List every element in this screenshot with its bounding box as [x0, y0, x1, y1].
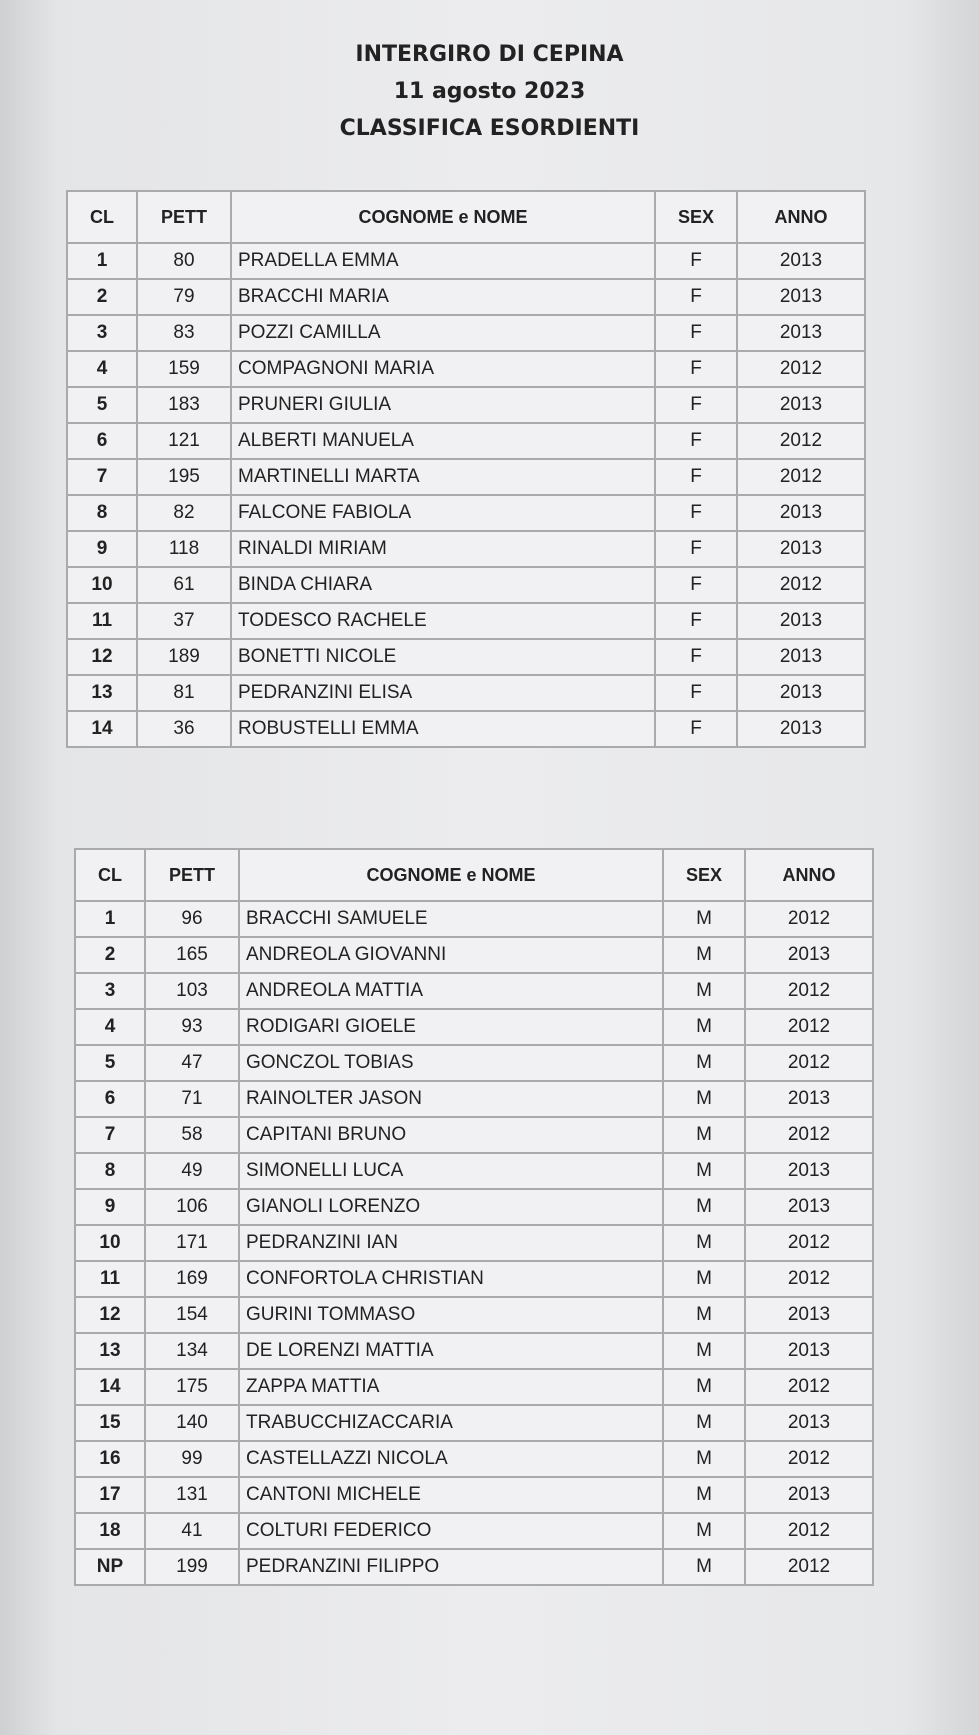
- cell-name: FALCONE FABIOLA: [231, 495, 655, 531]
- table-row: [67, 387, 865, 423]
- cell-name: PEDRANZINI ELISA: [231, 675, 655, 711]
- table-row: [75, 1333, 873, 1369]
- cell-bib: 118: [137, 531, 231, 567]
- cell-rank: 6: [75, 1081, 145, 1117]
- cell-rank: 16: [75, 1441, 145, 1477]
- cell-bib: 169: [145, 1261, 239, 1297]
- event-date: 11 agosto 2023: [393, 79, 586, 104]
- cell-sex: F: [655, 531, 737, 567]
- cell-name: ALBERTI MANUELA: [231, 423, 655, 459]
- cell-year: 2012: [745, 1045, 873, 1081]
- cell-name: PEDRANZINI IAN: [239, 1225, 663, 1261]
- cell-name: CANTONI MICHELE: [239, 1477, 663, 1513]
- column-header-name: COGNOME e NOME: [239, 849, 663, 901]
- table-row: [67, 603, 865, 639]
- female-results-table: [66, 190, 866, 748]
- cell-sex: M: [663, 1441, 745, 1477]
- table-row: [75, 1189, 873, 1225]
- cell-year: 2013: [745, 1189, 873, 1225]
- cell-name: RINALDI MIRIAM: [231, 531, 655, 567]
- cell-sex: F: [655, 315, 737, 351]
- cell-name: ANDREOLA GIOVANNI: [239, 937, 663, 973]
- cell-bib: 36: [137, 711, 231, 747]
- cell-bib: 121: [137, 423, 231, 459]
- column-header-sex: SEX: [663, 849, 745, 901]
- cell-name: ANDREOLA MATTIA: [239, 973, 663, 1009]
- event-title: INTERGIRO DI CEPINA: [355, 42, 624, 67]
- column-header-sex: SEX: [655, 191, 737, 243]
- cell-bib: 93: [145, 1009, 239, 1045]
- table-row: [75, 937, 873, 973]
- cell-name: GIANOLI LORENZO: [239, 1189, 663, 1225]
- table-row: [75, 1081, 873, 1117]
- cell-name: TODESCO RACHELE: [231, 603, 655, 639]
- cell-year: 2012: [745, 1225, 873, 1261]
- cell-rank: 7: [67, 459, 137, 495]
- cell-year: 2012: [745, 1549, 873, 1585]
- table-row: [75, 1297, 873, 1333]
- cell-name: POZZI CAMILLA: [231, 315, 655, 351]
- cell-sex: M: [663, 973, 745, 1009]
- cell-year: 2012: [737, 459, 865, 495]
- cell-name: PRADELLA EMMA: [231, 243, 655, 279]
- cell-rank: 18: [75, 1513, 145, 1549]
- cell-rank: 12: [67, 639, 137, 675]
- table-row: [75, 1261, 873, 1297]
- cell-sex: M: [663, 1297, 745, 1333]
- cell-rank: 4: [75, 1009, 145, 1045]
- cell-name: ZAPPA MATTIA: [239, 1369, 663, 1405]
- cell-rank: 7: [75, 1117, 145, 1153]
- column-header-cl: CL: [67, 191, 137, 243]
- cell-year: 2012: [745, 1117, 873, 1153]
- table-row: [67, 351, 865, 387]
- cell-bib: 154: [145, 1297, 239, 1333]
- cell-sex: M: [663, 1189, 745, 1225]
- cell-rank: 14: [67, 711, 137, 747]
- cell-bib: 171: [145, 1225, 239, 1261]
- cell-rank: 14: [75, 1369, 145, 1405]
- cell-rank: 2: [75, 937, 145, 973]
- cell-sex: F: [655, 495, 737, 531]
- table-row: [75, 1405, 873, 1441]
- table-row: [75, 1441, 873, 1477]
- cell-name: DE LORENZI MATTIA: [239, 1333, 663, 1369]
- cell-name: GURINI TOMMASO: [239, 1297, 663, 1333]
- table-row: [67, 495, 865, 531]
- cell-name: TRABUCCHIZACCARIA: [239, 1405, 663, 1441]
- cell-sex: F: [655, 351, 737, 387]
- cell-name: BRACCHI MARIA: [231, 279, 655, 315]
- cell-bib: 96: [145, 901, 239, 937]
- cell-name: MARTINELLI MARTA: [231, 459, 655, 495]
- cell-year: 2013: [737, 387, 865, 423]
- cell-name: COLTURI FEDERICO: [239, 1513, 663, 1549]
- cell-year: 2012: [737, 567, 865, 603]
- cell-name: SIMONELLI LUCA: [239, 1153, 663, 1189]
- cell-bib: 159: [137, 351, 231, 387]
- document-heading: [0, 36, 979, 147]
- table-row: [75, 1117, 873, 1153]
- cell-name: CONFORTOLA CHRISTIAN: [239, 1261, 663, 1297]
- cell-rank: 8: [75, 1153, 145, 1189]
- cell-name: PRUNERI GIULIA: [231, 387, 655, 423]
- cell-bib: 165: [145, 937, 239, 973]
- cell-sex: F: [655, 567, 737, 603]
- cell-rank: 2: [67, 279, 137, 315]
- cell-bib: 189: [137, 639, 231, 675]
- table-row: [75, 1549, 873, 1585]
- cell-rank: 9: [67, 531, 137, 567]
- cell-sex: F: [655, 711, 737, 747]
- cell-year: 2013: [745, 1081, 873, 1117]
- cell-sex: F: [655, 675, 737, 711]
- cell-year: 2013: [737, 711, 865, 747]
- cell-sex: F: [655, 603, 737, 639]
- cell-name: BRACCHI SAMUELE: [239, 901, 663, 937]
- cell-name: CASTELLAZZI NICOLA: [239, 1441, 663, 1477]
- cell-bib: 47: [145, 1045, 239, 1081]
- cell-name: BONETTI NICOLE: [231, 639, 655, 675]
- table-header-row: [75, 849, 873, 901]
- cell-sex: M: [663, 1369, 745, 1405]
- column-header-name: COGNOME e NOME: [231, 191, 655, 243]
- table-row: [75, 1045, 873, 1081]
- cell-bib: 195: [137, 459, 231, 495]
- cell-year: 2013: [737, 639, 865, 675]
- cell-bib: 79: [137, 279, 231, 315]
- table-row: [67, 531, 865, 567]
- cell-year: 2013: [745, 1297, 873, 1333]
- table-row: [67, 423, 865, 459]
- cell-rank: 5: [75, 1045, 145, 1081]
- table-header-row: [67, 191, 865, 243]
- table-row: [67, 675, 865, 711]
- cell-year: 2013: [737, 603, 865, 639]
- table-row: [75, 1009, 873, 1045]
- classification-title: CLASSIFICA ESORDIENTI: [339, 116, 640, 141]
- cell-year: 2013: [737, 315, 865, 351]
- table-row: [67, 639, 865, 675]
- cell-rank: 8: [67, 495, 137, 531]
- table-row: [67, 243, 865, 279]
- column-header-anno: ANNO: [737, 191, 865, 243]
- table-row: [75, 1369, 873, 1405]
- cell-rank: 1: [75, 901, 145, 937]
- cell-name: ROBUSTELLI EMMA: [231, 711, 655, 747]
- female-table-body: [67, 243, 865, 747]
- male-results-table: [74, 848, 874, 1586]
- cell-year: 2013: [745, 1477, 873, 1513]
- cell-bib: 103: [145, 973, 239, 1009]
- cell-sex: M: [663, 1045, 745, 1081]
- cell-rank: 10: [75, 1225, 145, 1261]
- table-row: [75, 901, 873, 937]
- cell-year: 2012: [745, 1009, 873, 1045]
- cell-rank: NP: [75, 1549, 145, 1585]
- table-row: [67, 279, 865, 315]
- cell-year: 2013: [745, 937, 873, 973]
- cell-year: 2013: [745, 1333, 873, 1369]
- table-row: [75, 1513, 873, 1549]
- column-header-anno: ANNO: [745, 849, 873, 901]
- column-header-cl: CL: [75, 849, 145, 901]
- cell-rank: 1: [67, 243, 137, 279]
- cell-sex: M: [663, 1261, 745, 1297]
- cell-bib: 183: [137, 387, 231, 423]
- column-header-pett: PETT: [145, 849, 239, 901]
- cell-bib: 58: [145, 1117, 239, 1153]
- cell-name: RAINOLTER JASON: [239, 1081, 663, 1117]
- cell-sex: M: [663, 937, 745, 973]
- cell-sex: F: [655, 639, 737, 675]
- cell-rank: 4: [67, 351, 137, 387]
- cell-bib: 71: [145, 1081, 239, 1117]
- cell-sex: M: [663, 901, 745, 937]
- cell-rank: 5: [67, 387, 137, 423]
- male-table-body: [75, 901, 873, 1585]
- cell-rank: 9: [75, 1189, 145, 1225]
- cell-name: PEDRANZINI FILIPPO: [239, 1549, 663, 1585]
- table-row: [67, 315, 865, 351]
- cell-bib: 106: [145, 1189, 239, 1225]
- cell-sex: M: [663, 1549, 745, 1585]
- cell-rank: 11: [67, 603, 137, 639]
- cell-year: 2012: [745, 1513, 873, 1549]
- table-row: [75, 1153, 873, 1189]
- cell-year: 2012: [745, 973, 873, 1009]
- cell-sex: M: [663, 1009, 745, 1045]
- cell-name: COMPAGNONI MARIA: [231, 351, 655, 387]
- cell-bib: 83: [137, 315, 231, 351]
- cell-rank: 6: [67, 423, 137, 459]
- cell-rank: 13: [67, 675, 137, 711]
- cell-year: 2013: [737, 495, 865, 531]
- table-row: [75, 1225, 873, 1261]
- cell-rank: 13: [75, 1333, 145, 1369]
- cell-bib: 81: [137, 675, 231, 711]
- column-header-pett: PETT: [137, 191, 231, 243]
- cell-sex: F: [655, 243, 737, 279]
- cell-year: 2013: [745, 1405, 873, 1441]
- cell-sex: F: [655, 279, 737, 315]
- cell-year: 2013: [737, 279, 865, 315]
- table-row: [75, 973, 873, 1009]
- cell-rank: 17: [75, 1477, 145, 1513]
- cell-year: 2013: [737, 243, 865, 279]
- cell-rank: 15: [75, 1405, 145, 1441]
- cell-bib: 49: [145, 1153, 239, 1189]
- cell-sex: M: [663, 1153, 745, 1189]
- cell-sex: M: [663, 1333, 745, 1369]
- cell-rank: 11: [75, 1261, 145, 1297]
- cell-rank: 12: [75, 1297, 145, 1333]
- cell-year: 2012: [745, 1369, 873, 1405]
- table-row: [67, 567, 865, 603]
- cell-year: 2012: [745, 901, 873, 937]
- cell-sex: F: [655, 387, 737, 423]
- table-row: [67, 459, 865, 495]
- cell-sex: F: [655, 423, 737, 459]
- cell-year: 2012: [745, 1261, 873, 1297]
- cell-sex: M: [663, 1513, 745, 1549]
- cell-bib: 61: [137, 567, 231, 603]
- cell-bib: 175: [145, 1369, 239, 1405]
- cell-name: CAPITANI BRUNO: [239, 1117, 663, 1153]
- cell-sex: M: [663, 1405, 745, 1441]
- cell-bib: 80: [137, 243, 231, 279]
- cell-bib: 41: [145, 1513, 239, 1549]
- cell-sex: M: [663, 1225, 745, 1261]
- cell-bib: 131: [145, 1477, 239, 1513]
- cell-sex: F: [655, 459, 737, 495]
- cell-year: 2013: [745, 1153, 873, 1189]
- cell-sex: M: [663, 1477, 745, 1513]
- cell-rank: 3: [75, 973, 145, 1009]
- cell-bib: 134: [145, 1333, 239, 1369]
- cell-rank: 3: [67, 315, 137, 351]
- cell-year: 2013: [737, 531, 865, 567]
- cell-name: BINDA CHIARA: [231, 567, 655, 603]
- cell-year: 2013: [737, 675, 865, 711]
- cell-bib: 199: [145, 1549, 239, 1585]
- cell-sex: M: [663, 1117, 745, 1153]
- cell-name: GONCZOL TOBIAS: [239, 1045, 663, 1081]
- cell-bib: 82: [137, 495, 231, 531]
- cell-bib: 99: [145, 1441, 239, 1477]
- cell-name: RODIGARI GIOELE: [239, 1009, 663, 1045]
- cell-rank: 10: [67, 567, 137, 603]
- cell-bib: 37: [137, 603, 231, 639]
- cell-bib: 140: [145, 1405, 239, 1441]
- table-row: [75, 1477, 873, 1513]
- cell-sex: M: [663, 1081, 745, 1117]
- cell-year: 2012: [737, 351, 865, 387]
- table-row: [67, 711, 865, 747]
- cell-year: 2012: [745, 1441, 873, 1477]
- cell-year: 2012: [737, 423, 865, 459]
